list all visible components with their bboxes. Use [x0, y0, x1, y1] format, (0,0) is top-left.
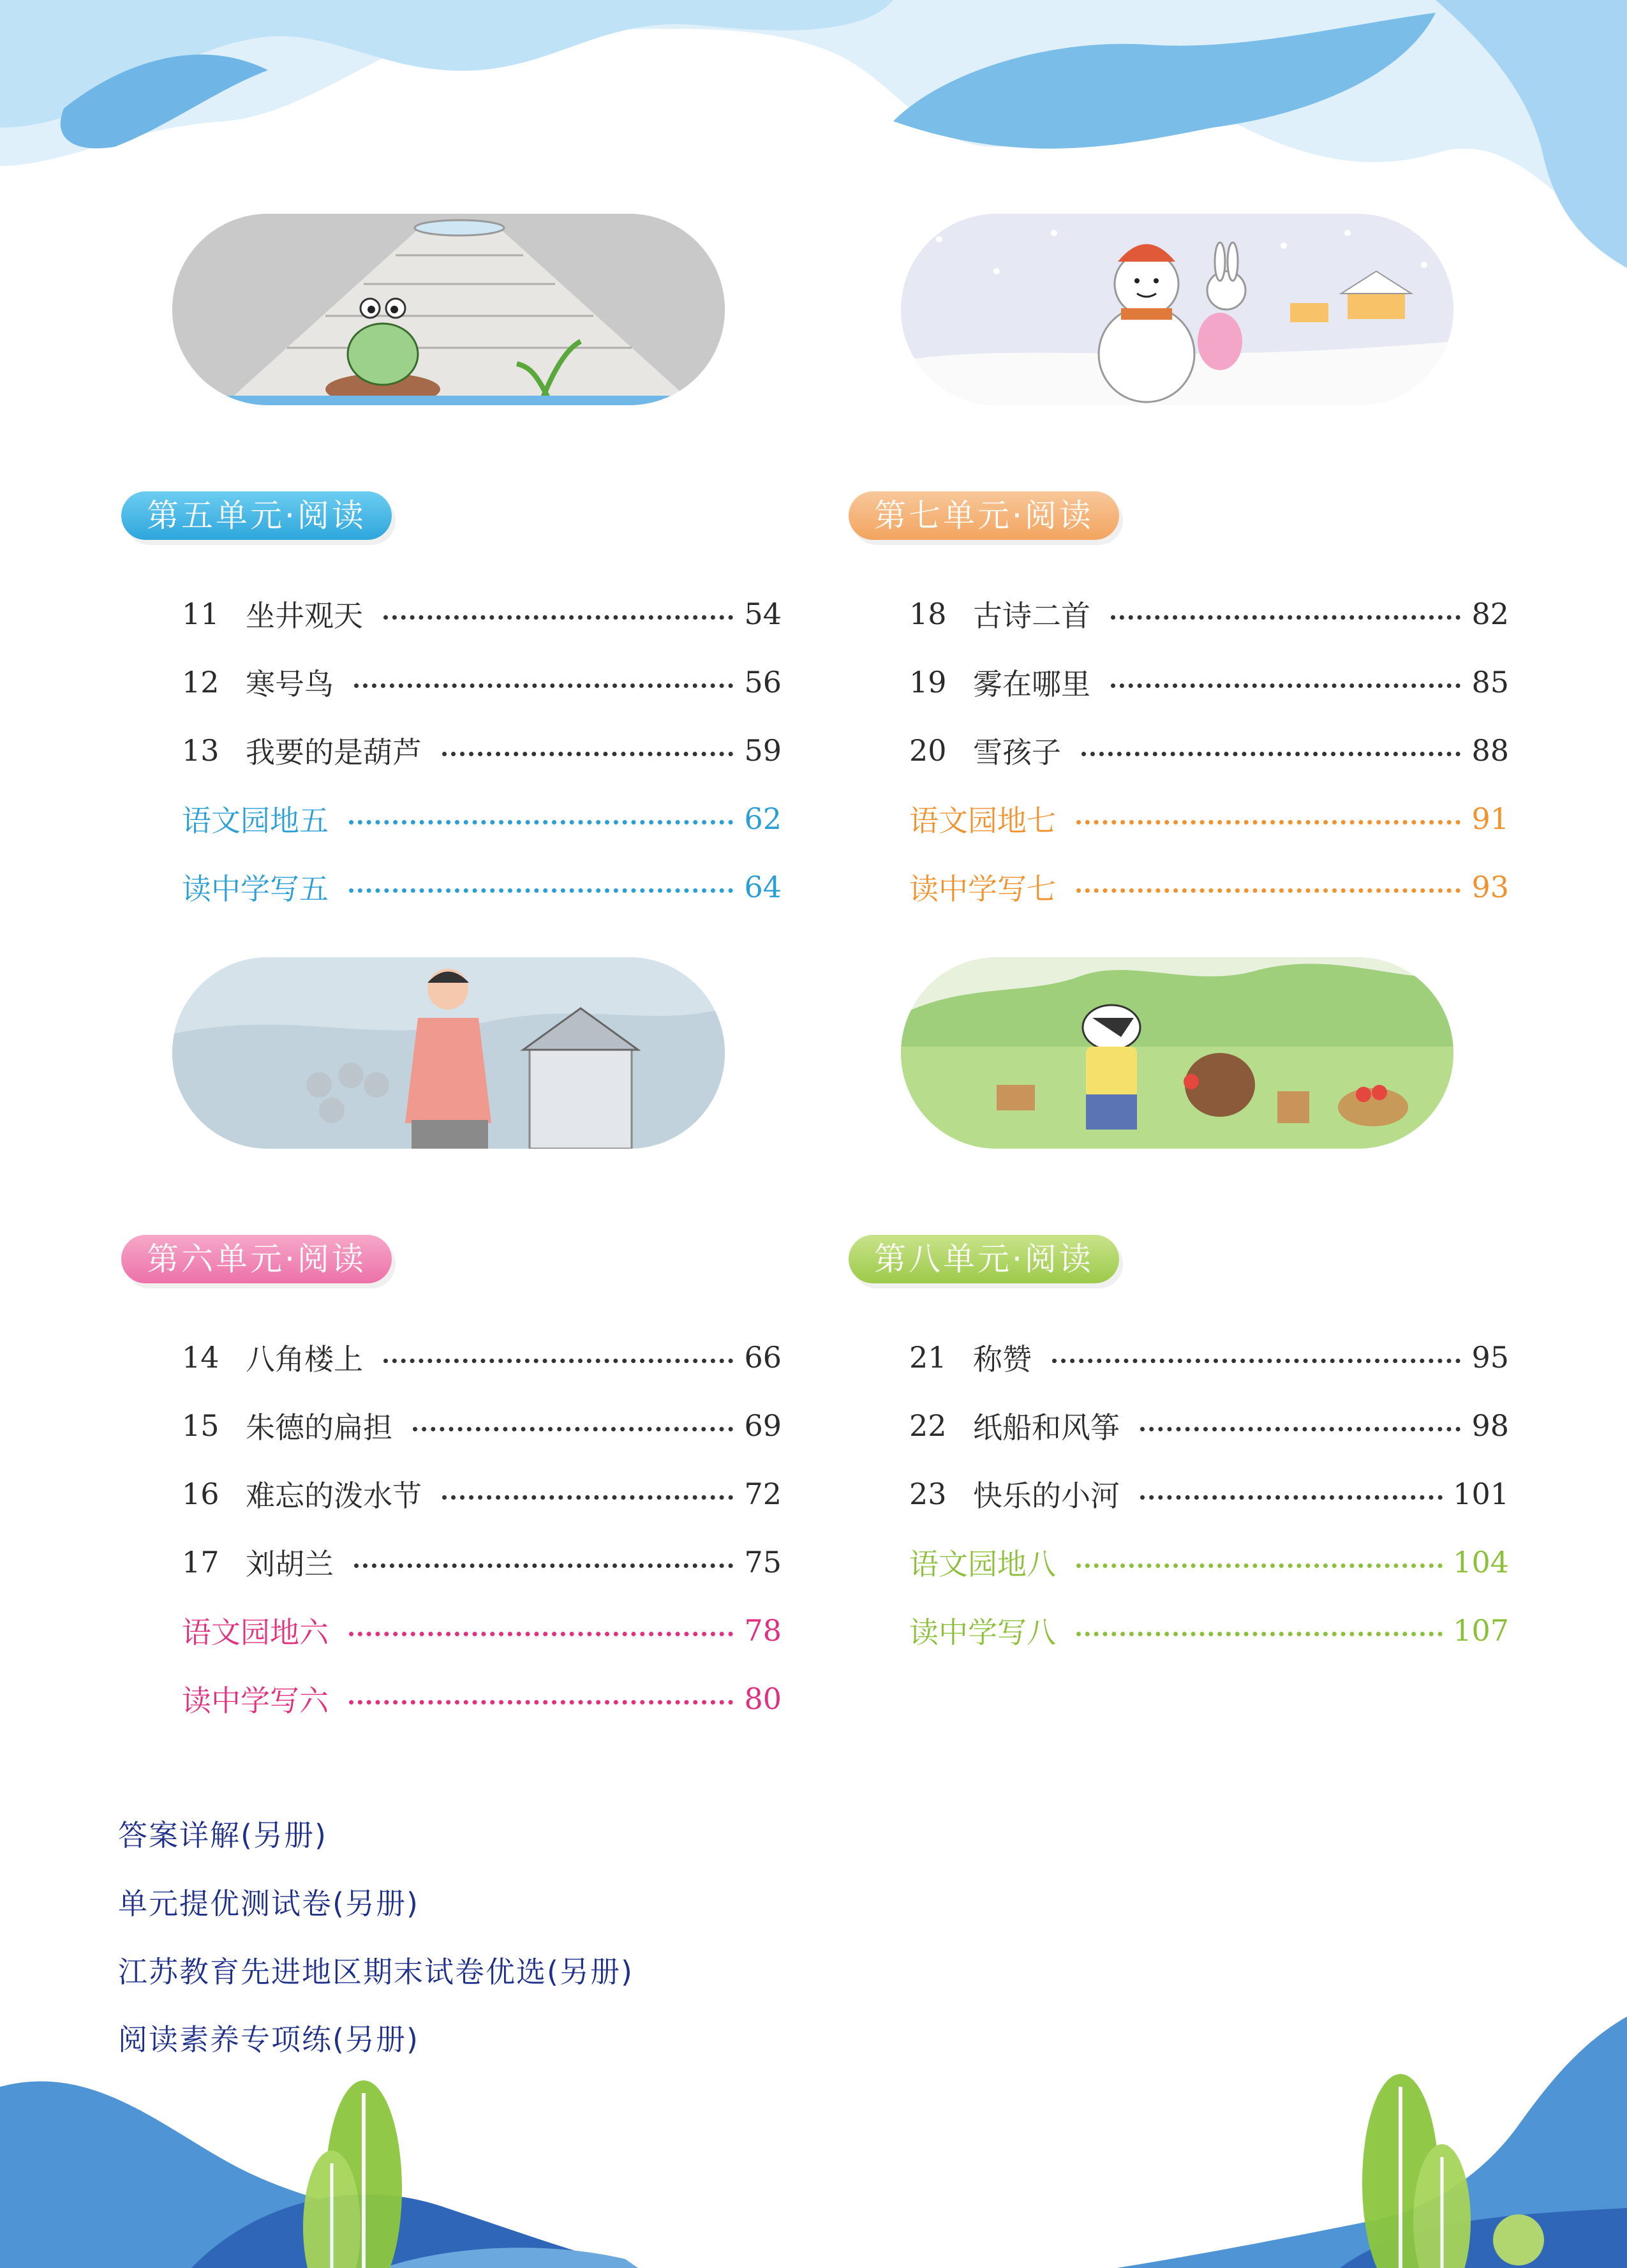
page-number: 69: [744, 1408, 782, 1443]
toc-entry[interactable]: [909, 1323, 1509, 1391]
page-number: 85: [1471, 664, 1509, 699]
lesson-number: 15: [182, 1408, 219, 1443]
illustration-badger-hedgehog: [901, 957, 1453, 1149]
toc-entry[interactable]: [909, 1596, 1509, 1664]
lesson-title: 纸船和风筝: [973, 1410, 1120, 1445]
page-number: 59: [744, 733, 782, 768]
illustration-snowman: [901, 214, 1453, 405]
page-number: 82: [1471, 596, 1509, 631]
lesson-number: 16: [182, 1476, 219, 1511]
page-number: 72: [744, 1476, 782, 1511]
lesson-title: 雪孩子: [973, 735, 1061, 770]
page-number: 54: [744, 596, 782, 631]
unit-7-heading: 第七单元·阅读: [849, 491, 1119, 540]
leader-dots: [349, 888, 733, 893]
page-number: 98: [1471, 1408, 1509, 1443]
lesson-title: 读中学写七: [909, 871, 1056, 906]
lesson-title: 语文园地五: [182, 803, 329, 838]
page-number: 56: [744, 664, 782, 699]
toc-entry[interactable]: [182, 716, 782, 784]
lesson-number: 23: [909, 1476, 947, 1511]
page-number: 107: [1453, 1613, 1509, 1648]
lesson-title: 刘胡兰: [246, 1546, 334, 1581]
page-number: 95: [1471, 1339, 1509, 1375]
toc-entry[interactable]: [909, 1528, 1509, 1596]
toc-entry[interactable]: [909, 1459, 1509, 1528]
lesson-title: 快乐的小河: [973, 1478, 1120, 1513]
leader-dots: [442, 752, 733, 756]
lesson-title: 古诗二首: [973, 598, 1090, 633]
lesson-title: 读中学写五: [182, 871, 329, 906]
toc-entry[interactable]: [182, 1459, 782, 1528]
toc-entry[interactable]: [909, 1391, 1509, 1459]
page-number: 91: [1471, 801, 1509, 836]
leader-dots: [1140, 1427, 1460, 1431]
toc-entry[interactable]: [182, 648, 782, 716]
unit-5-toc: [182, 579, 782, 921]
unit-6-heading: 第六单元·阅读: [121, 1235, 392, 1283]
illustration-liu-hulan: [172, 957, 725, 1149]
toc-entry[interactable]: [909, 853, 1509, 921]
leader-dots: [1076, 1632, 1443, 1636]
unit-8-heading: 第八单元·阅读: [849, 1235, 1119, 1283]
lesson-title: 难忘的泼水节: [246, 1478, 422, 1513]
page-number: 93: [1471, 869, 1509, 904]
lesson-title: 八角楼上: [246, 1341, 363, 1376]
page-number: 66: [744, 1339, 782, 1375]
leader-dots: [1111, 683, 1460, 688]
lesson-number: 17: [182, 1544, 219, 1579]
page-number: 64: [744, 869, 782, 904]
lesson-number: 11: [182, 596, 219, 631]
leader-dots: [1081, 752, 1460, 756]
leader-dots: [354, 1563, 733, 1568]
toc-entry[interactable]: [182, 1664, 782, 1733]
leader-dots: [1076, 1563, 1443, 1568]
lesson-number: 13: [182, 733, 219, 768]
page-number: 88: [1471, 733, 1509, 768]
lesson-title: 我要的是葫芦: [246, 735, 422, 770]
leader-dots: [442, 1495, 733, 1500]
toc-entry[interactable]: [182, 853, 782, 921]
supplement-unit-tests[interactable]: 单元提优测试卷(另册): [118, 1886, 419, 1921]
tree-icon: [303, 2080, 402, 2268]
lesson-number: 12: [182, 664, 219, 699]
toc-entry[interactable]: [909, 579, 1509, 648]
leader-dots: [349, 820, 733, 824]
toc-entry[interactable]: [182, 1323, 782, 1391]
lesson-number: 18: [909, 596, 947, 631]
toc-entry[interactable]: [182, 1391, 782, 1459]
illustration-frog-in-well: [172, 214, 725, 405]
supplement-final-exams[interactable]: 江苏教育先进地区期末试卷优选(另册): [118, 1955, 634, 1989]
leader-dots: [349, 1632, 733, 1636]
toc-entry[interactable]: [182, 1528, 782, 1596]
lesson-number: 21: [909, 1339, 947, 1375]
lesson-title: 坐井观天: [246, 598, 363, 633]
lesson-title: 读中学写六: [182, 1683, 329, 1718]
lesson-title: 称赞: [973, 1341, 1032, 1376]
lesson-title: 语文园地七: [909, 803, 1056, 838]
lesson-number: 19: [909, 664, 947, 699]
leader-dots: [1111, 615, 1460, 620]
toc-entry[interactable]: [182, 784, 782, 853]
leader-dots: [1076, 888, 1460, 893]
page-number: 80: [744, 1681, 782, 1716]
supplement-answers[interactable]: 答案详解(另册): [118, 1818, 327, 1853]
unit-5-heading: 第五单元·阅读: [121, 491, 392, 540]
lesson-title: 雾在哪里: [973, 666, 1090, 701]
toc-entry[interactable]: [909, 716, 1509, 784]
lesson-number: 20: [909, 733, 947, 768]
leader-dots: [413, 1427, 733, 1431]
leader-dots: [383, 615, 733, 620]
toc-entry[interactable]: [182, 579, 782, 648]
lesson-title: 语文园地八: [909, 1546, 1056, 1581]
page-number: 101: [1453, 1476, 1509, 1511]
page-number: 78: [744, 1613, 782, 1648]
lesson-title: 读中学写八: [909, 1615, 1056, 1650]
toc-entry[interactable]: [909, 648, 1509, 716]
supplement-reading-practice[interactable]: 阅读素养专项练(另册): [118, 2022, 419, 2057]
unit-7-toc: [909, 579, 1509, 921]
page-number: 62: [744, 801, 782, 836]
lesson-number: 22: [909, 1408, 947, 1443]
lesson-number: 14: [182, 1339, 219, 1375]
leader-dots: [1052, 1359, 1460, 1363]
lesson-title: 朱德的扁担: [246, 1410, 392, 1445]
page-number: 104: [1453, 1544, 1509, 1579]
toc-entry[interactable]: [909, 784, 1509, 853]
leader-dots: [1076, 820, 1460, 824]
leader-dots: [383, 1359, 733, 1363]
toc-entry[interactable]: [182, 1596, 782, 1664]
lesson-title: 语文园地六: [182, 1615, 329, 1650]
unit-8-toc: [909, 1323, 1509, 1664]
leader-dots: [1140, 1495, 1443, 1500]
page-number: 75: [744, 1544, 782, 1579]
lesson-title: 寒号鸟: [246, 666, 334, 701]
leader-dots: [354, 683, 733, 688]
leader-dots: [349, 1700, 733, 1705]
unit-6-toc: [182, 1323, 782, 1733]
